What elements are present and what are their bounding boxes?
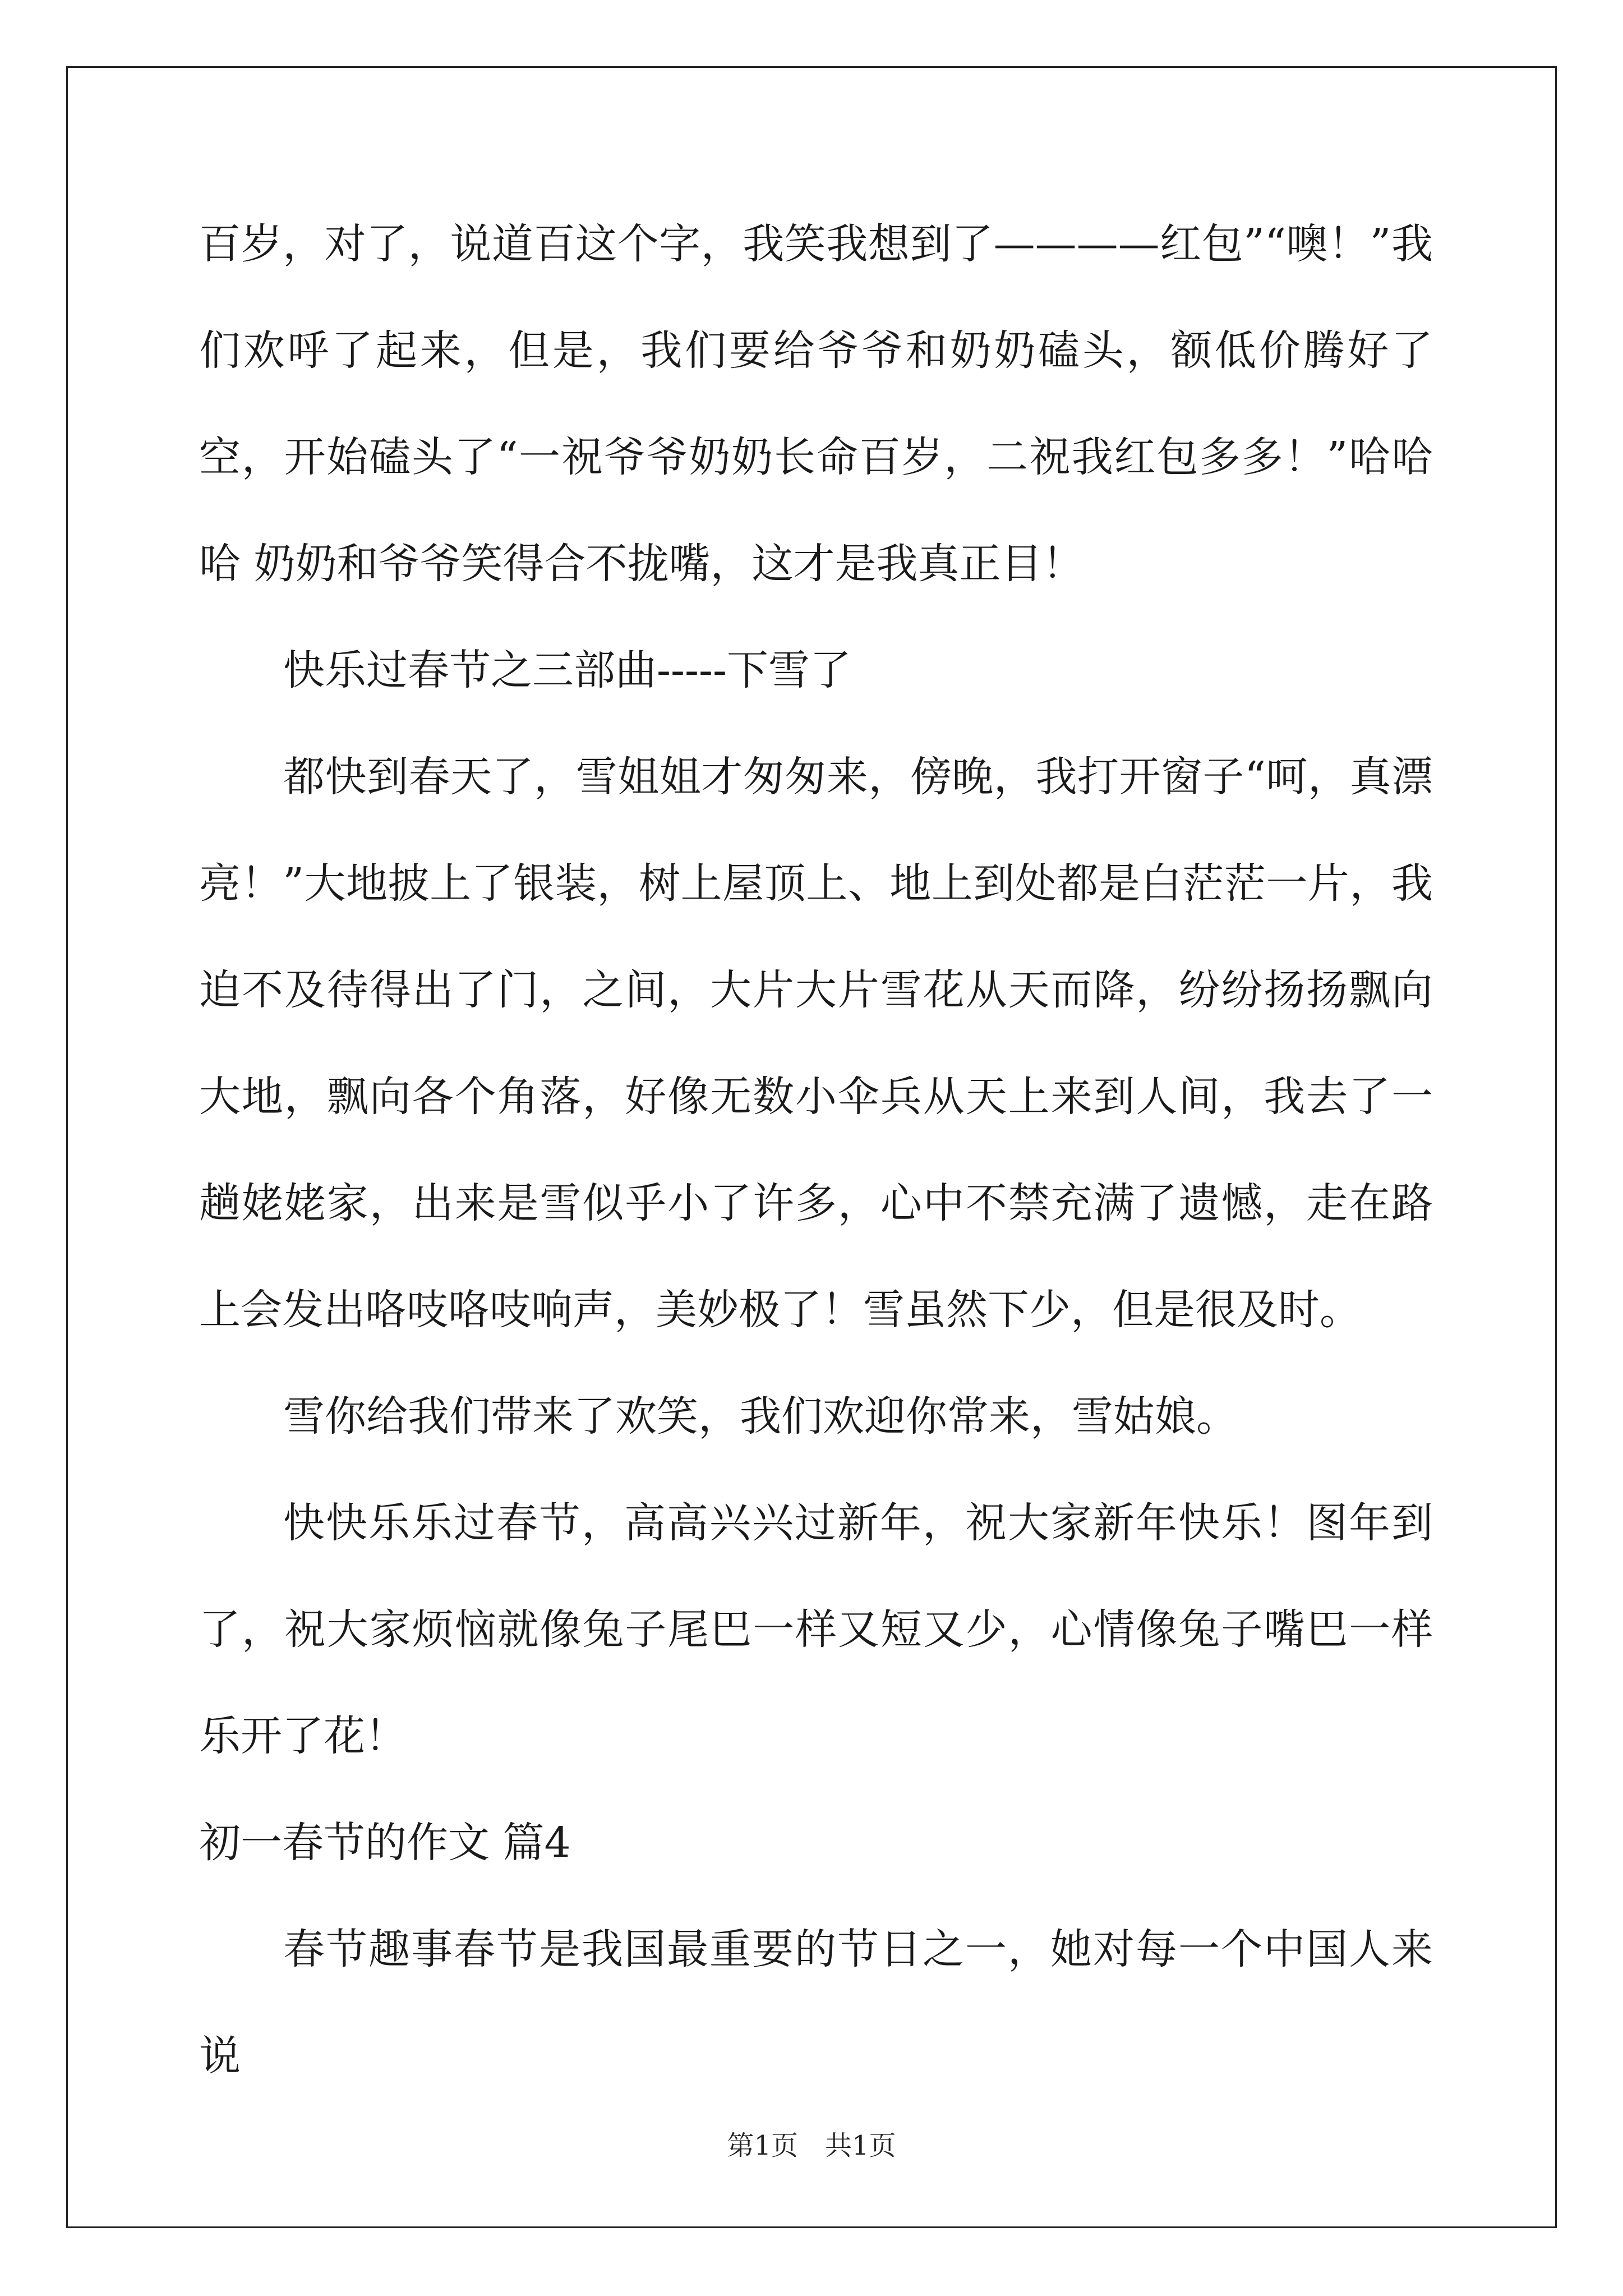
section-heading: 初一春节的作文 篇4 xyxy=(199,1819,571,1867)
paragraph-subtitle-snow: 快乐过春节之三部曲-----下雪了 xyxy=(283,646,852,694)
paragraph-snow-girl: 雪你给我们带来了欢笑，我们欢迎你常来，雪姑娘。 xyxy=(283,1392,1238,1441)
document-body xyxy=(199,191,1433,2109)
paragraph-snow: 都快到春天了，雪姐姐才匆匆来，傍晚，我打开窗子“呵，真漂亮！”大地披上了银装，树上屋顶上、地上到处都是白茫茫一片，我迫不及待得出了门，之间，大片大片雪花从天而降，纷纷扬扬飘向大地，飘向各个角落，好像无数小伞兵从天上来到人间，我去了一趟姥姥家，出来是雪似乎小了许多，心中不禁充满了遗憾，走在路上会发出咯吱咯吱响声，美妙极了！雪虽然下少，但是很及时。 xyxy=(199,753,1433,1334)
paragraph-new-year-wishes: 快快乐乐过春节，高高兴兴过新年，祝大家新年快乐！图年到了，祝大家烦恼就像兔子尾巴一样又短又少，心情像兔子嘴巴一样乐开了花！ xyxy=(199,1499,1433,1760)
page-footer: 第1页 共1页 xyxy=(727,2130,896,2161)
paragraph-hongbao: 百岁，对了，说道百这个字，我笑我想到了————红包”“噢！”我们欢呼了起来，但是，我们要给爷爷和奶奶磕头，额低价腾好了空，开始磕头了“一祝爷爷奶奶长命百岁，二祝我红包多多！”哈哈哈 奶奶和爷爷笑得合不拢嘴，这才是我真正目！ xyxy=(199,220,1433,588)
paragraph-spring-festival: 春节趣事春节是我国最重要的节日之一，她对每一个中国人来说 xyxy=(199,1925,1433,2080)
